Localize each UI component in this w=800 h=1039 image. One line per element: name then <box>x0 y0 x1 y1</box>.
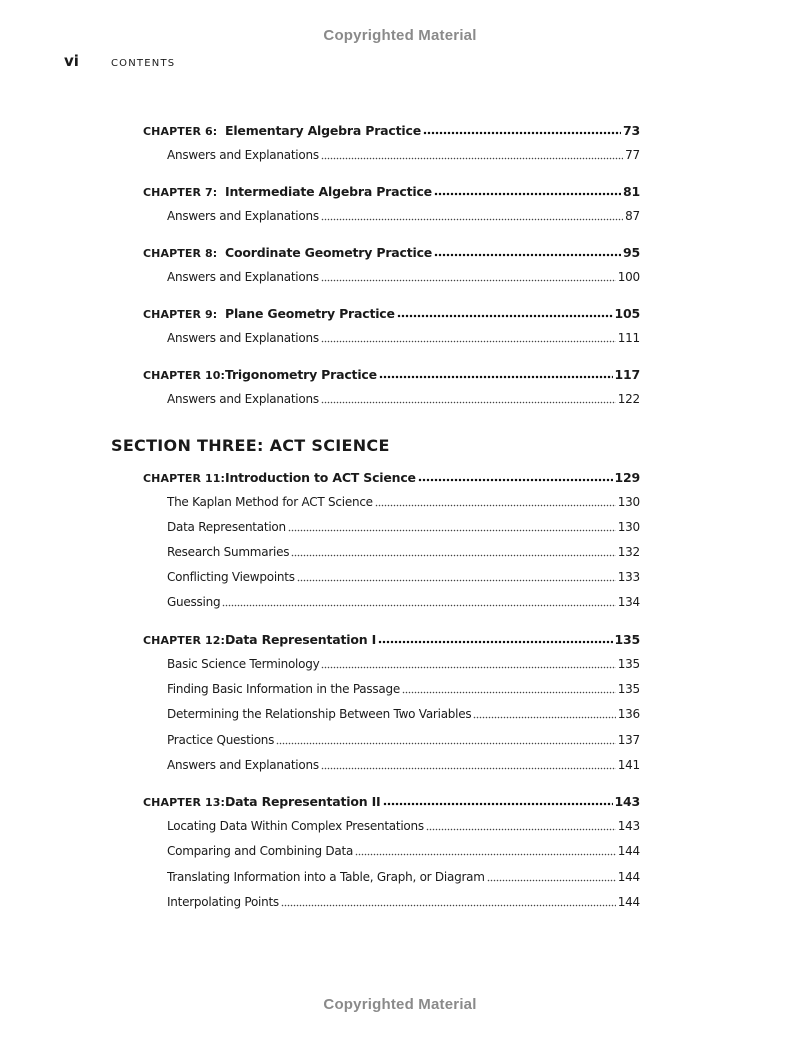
entry-page-number: 137 <box>617 733 640 747</box>
entry-title: Answers and Explanations <box>167 392 319 406</box>
chapter-label: CHAPTER 11: <box>143 472 225 485</box>
dot-leader <box>434 250 621 260</box>
toc-entry[interactable] <box>167 570 640 590</box>
chapter-title: Elementary Algebra Practice <box>225 123 421 138</box>
entry-title: The Kaplan Method for ACT Science <box>167 495 373 509</box>
toc-entry[interactable] <box>167 844 640 864</box>
dot-leader <box>355 849 616 859</box>
toc-chapter-8[interactable] <box>143 245 640 265</box>
chapter-title: Intermediate Algebra Practice <box>225 184 432 199</box>
dot-leader <box>281 900 616 910</box>
entry-title: Finding Basic Information in the Passage <box>167 682 400 696</box>
toc-entry[interactable] <box>167 495 640 515</box>
toc-entry[interactable] <box>167 595 640 615</box>
toc-entry[interactable] <box>167 707 640 727</box>
entry-title: Data Representation <box>167 520 286 534</box>
dot-leader <box>321 336 616 346</box>
toc-chapter-10[interactable] <box>143 367 640 387</box>
toc-chapter-12[interactable] <box>143 632 640 652</box>
dot-leader <box>383 799 613 809</box>
entry-page-number: 130 <box>617 520 640 534</box>
entry-title: Answers and Explanations <box>167 758 319 772</box>
chapter-page-number: 143 <box>614 794 640 809</box>
entry-page-number: 136 <box>617 707 640 721</box>
running-head <box>64 52 175 70</box>
entry-page-number: 132 <box>617 545 640 559</box>
dot-leader <box>321 397 616 407</box>
toc-entry[interactable] <box>167 895 640 915</box>
chapter-label: CHAPTER 7: <box>143 186 218 199</box>
entry-page-number: 144 <box>617 844 640 858</box>
chapter-label: CHAPTER 10: <box>143 369 225 382</box>
page-number: vi <box>64 52 79 70</box>
entry-page-number: 87 <box>625 209 640 223</box>
watermark-top: Copyrighted Material <box>323 27 477 44</box>
entry-page-number: 77 <box>625 148 640 162</box>
dot-leader <box>487 875 616 885</box>
dot-leader <box>434 189 621 199</box>
dot-leader <box>397 311 613 321</box>
entry-title: Conflicting Viewpoints <box>167 570 295 584</box>
entry-page-number: 130 <box>617 495 640 509</box>
dot-leader <box>402 687 616 697</box>
chapter-label: CHAPTER 13: <box>143 796 225 809</box>
watermark-bottom: Copyrighted Material <box>323 996 477 1013</box>
toc-entry[interactable] <box>167 545 640 565</box>
chapter-label: CHAPTER 8: <box>143 247 218 260</box>
entry-title: Answers and Explanations <box>167 331 319 345</box>
chapter-title: Plane Geometry Practice <box>225 306 395 321</box>
entry-title: Locating Data Within Complex Presentations <box>167 819 424 833</box>
dot-leader <box>418 475 613 485</box>
entry-title: Interpolating Points <box>167 895 279 909</box>
entry-title: Answers and Explanations <box>167 209 319 223</box>
entry-title: Translating Information into a Table, Graph, or Diagram <box>167 870 485 884</box>
section-heading[interactable]: SECTION THREE: ACT SCIENCE <box>111 436 390 455</box>
toc-entry[interactable] <box>167 870 640 890</box>
dot-leader <box>426 824 616 834</box>
dot-leader <box>321 153 623 163</box>
chapter-page-number: 95 <box>623 245 640 260</box>
entry-title: Answers and Explanations <box>167 270 319 284</box>
dot-leader <box>378 637 612 647</box>
toc-entry[interactable] <box>167 682 640 702</box>
dot-leader <box>297 575 616 585</box>
toc-chapter-6[interactable] <box>143 123 640 143</box>
chapter-label: CHAPTER 12: <box>143 634 225 647</box>
entry-title: Research Summaries <box>167 545 290 559</box>
chapter-label: CHAPTER 6: <box>143 125 218 138</box>
running-head-label: CONTENTS <box>111 58 176 69</box>
toc-entry[interactable] <box>167 392 640 412</box>
entry-title: Practice Questions <box>167 733 275 747</box>
chapter-page-number: 135 <box>614 632 640 647</box>
chapter-page-number: 73 <box>623 123 640 138</box>
toc-entry[interactable] <box>167 819 640 839</box>
entry-page-number: 144 <box>617 870 640 884</box>
dot-leader <box>222 600 615 610</box>
entry-title: Determining the Relationship Between Two Variables <box>167 707 472 721</box>
toc-chapter-7[interactable] <box>143 184 640 204</box>
entry-page-number: 134 <box>617 595 640 609</box>
entry-page-number: 100 <box>617 270 640 284</box>
dot-leader <box>379 372 613 382</box>
dot-leader <box>321 763 616 773</box>
dot-leader <box>288 525 616 535</box>
toc-chapter-13[interactable] <box>143 794 640 814</box>
dot-leader <box>276 738 616 748</box>
toc-entry[interactable] <box>167 209 640 229</box>
chapter-page-number: 117 <box>614 367 640 382</box>
entry-page-number: 143 <box>617 819 640 833</box>
chapter-label: CHAPTER 9: <box>143 308 218 321</box>
entry-page-number: 135 <box>617 657 640 671</box>
dot-leader <box>321 662 615 672</box>
toc-chapter-11[interactable] <box>143 470 640 490</box>
toc-entry[interactable] <box>167 758 640 778</box>
chapter-page-number: 81 <box>623 184 640 199</box>
entry-page-number: 135 <box>617 682 640 696</box>
toc-entry[interactable] <box>167 520 640 540</box>
chapter-page-number: 129 <box>614 470 640 485</box>
toc-entry[interactable] <box>167 148 640 168</box>
dot-leader <box>321 214 623 224</box>
chapter-title: Data Representation II <box>225 794 381 809</box>
entry-title: Guessing <box>167 595 221 609</box>
chapter-title: Introduction to ACT Science <box>225 470 416 485</box>
toc-entry[interactable] <box>167 657 640 677</box>
toc-entry[interactable] <box>167 270 640 290</box>
toc-chapter-9[interactable] <box>143 306 640 326</box>
entry-page-number: 122 <box>617 392 640 406</box>
chapter-title: Coordinate Geometry Practice <box>225 245 433 260</box>
entry-page-number: 133 <box>617 570 640 584</box>
dot-leader <box>423 128 621 138</box>
entry-title: Answers and Explanations <box>167 148 319 162</box>
entry-page-number: 144 <box>617 895 640 909</box>
chapter-title: Data Representation I <box>225 632 377 647</box>
entry-page-number: 111 <box>617 331 640 345</box>
entry-title: Basic Science Terminology <box>167 657 320 671</box>
chapter-title: Trigonometry Practice <box>225 367 377 382</box>
toc-entry[interactable] <box>167 331 640 351</box>
chapter-page-number: 105 <box>614 306 640 321</box>
toc-entry[interactable] <box>167 733 640 753</box>
dot-leader <box>321 275 616 285</box>
dot-leader <box>473 712 615 722</box>
dot-leader <box>291 550 615 560</box>
dot-leader <box>375 500 616 510</box>
entry-page-number: 141 <box>617 758 640 772</box>
entry-title: Comparing and Combining Data <box>167 844 354 858</box>
